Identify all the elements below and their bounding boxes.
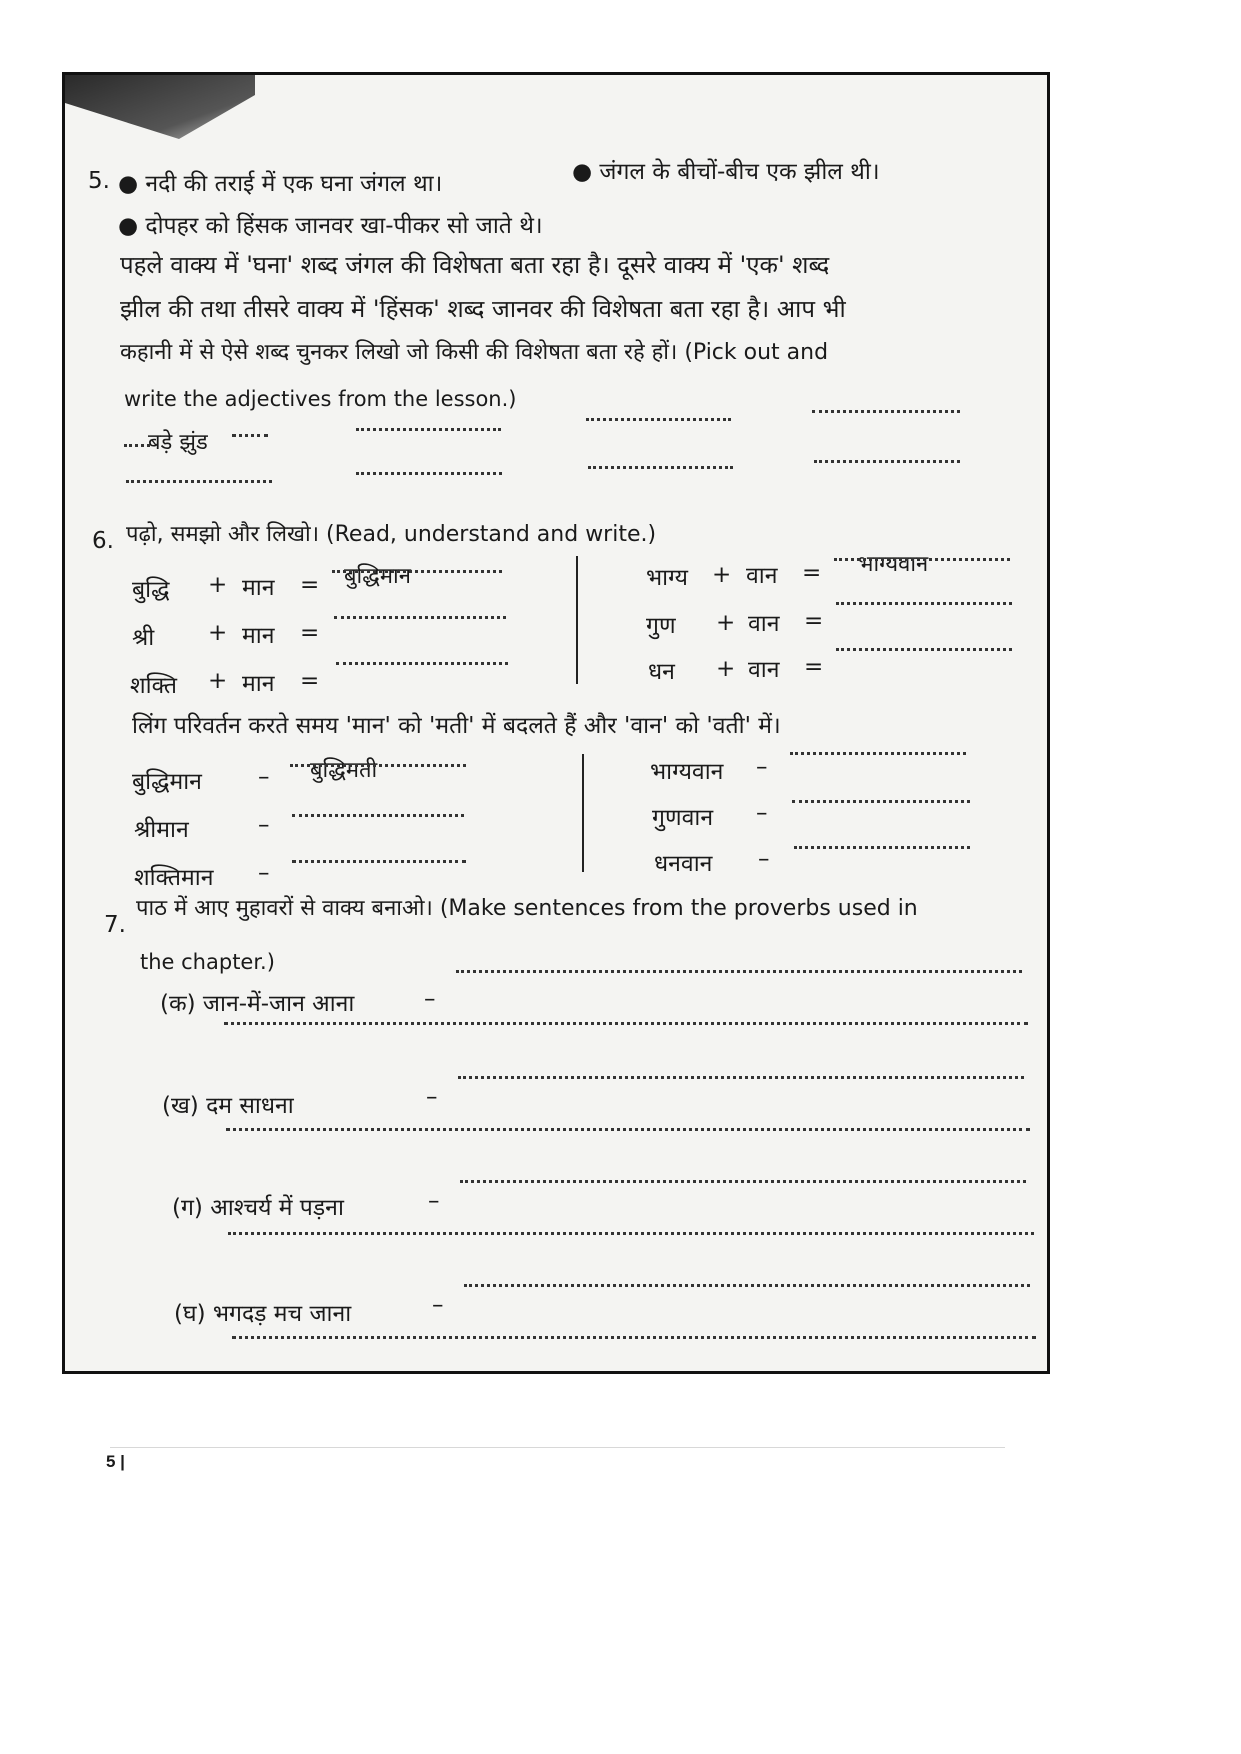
- column-divider: [582, 754, 584, 872]
- answer-blank[interactable]: [332, 570, 502, 573]
- dash: –: [258, 764, 270, 790]
- answer-blank[interactable]: [834, 558, 1010, 561]
- equals-sign: =: [802, 560, 822, 586]
- suffix: वान: [748, 657, 780, 683]
- answer-blank[interactable]: [292, 860, 466, 863]
- suffix: वान: [746, 563, 778, 589]
- answer-blank[interactable]: [586, 418, 731, 421]
- word: श्रीमान: [134, 817, 189, 843]
- sentence-blank[interactable]: [228, 1232, 1034, 1235]
- equals-sign: =: [300, 668, 320, 694]
- word: भाग्य: [646, 565, 688, 591]
- sentence-blank[interactable]: [226, 1128, 1030, 1131]
- word: श्री: [132, 625, 155, 651]
- equals-sign: =: [300, 572, 320, 598]
- plus-sign: +: [208, 572, 228, 598]
- filled-answer: भाग्यवान: [858, 552, 929, 577]
- answer-blank[interactable]: [356, 472, 502, 475]
- equals-sign: =: [804, 654, 824, 680]
- answer-blank[interactable]: [356, 428, 501, 431]
- q5-para-line-2: झील की तथा तीसरे वाक्य में 'हिंसक' शब्द जानवर की विशेषता बता रहा है। आप भी: [120, 295, 846, 323]
- word: भाग्यवान: [650, 759, 724, 785]
- word: धन: [648, 659, 675, 685]
- plus-sign: +: [208, 668, 228, 694]
- word: गुण: [646, 613, 676, 639]
- q5-para-line-3: कहानी में से ऐसे शब्द चुनकर लिखो जो किसी की विशेषता बता रहे हों। (Pick out and: [120, 340, 829, 365]
- answer-blank[interactable]: [836, 602, 1012, 605]
- answer-blank[interactable]: [814, 460, 960, 463]
- q5-para-line-4: write the adjectives from the lesson.): [124, 387, 517, 411]
- answer-blank[interactable]: [794, 846, 970, 849]
- q5-bullet-3: ● दोपहर को हिंसक जानवर खा-पीकर सो जाते थे।: [118, 213, 543, 239]
- answer-blank[interactable]: [588, 466, 733, 469]
- answer-blank[interactable]: [232, 434, 268, 437]
- word: धनवान: [654, 851, 713, 877]
- filled-answer: बुद्धिमती: [310, 758, 378, 783]
- q5-number: 5.: [88, 168, 110, 194]
- filled-answer: बुद्धिमान: [344, 564, 411, 589]
- q6-number: 6.: [92, 528, 114, 554]
- q5-example-answer: बड़े झुंड: [148, 430, 208, 455]
- page-number: 5 |: [106, 1452, 125, 1471]
- q6-heading: पढ़ो, समझो और लिखो। (Read, understand and write.): [126, 522, 657, 547]
- sentence-blank[interactable]: [464, 1284, 1030, 1287]
- word: बुद्धिमान: [132, 769, 202, 795]
- suffix: मान: [242, 623, 275, 649]
- answer-blank[interactable]: [290, 764, 466, 767]
- q5-bullet-2: ● जंगल के बीचों-बीच एक झील थी।: [572, 159, 880, 185]
- answer-blank[interactable]: [790, 752, 966, 755]
- word: गुणवान: [652, 805, 714, 831]
- dash: –: [426, 1084, 438, 1110]
- sentence-blank[interactable]: [224, 1022, 1028, 1025]
- scan-shadow: [65, 75, 255, 155]
- word: शक्ति: [130, 673, 178, 699]
- plus-sign: +: [716, 610, 736, 636]
- answer-blank[interactable]: [336, 662, 508, 665]
- dash: –: [258, 860, 270, 886]
- answer-blank[interactable]: [334, 616, 506, 619]
- sentence-blank[interactable]: [232, 1336, 1036, 1339]
- proverb-label: (ग) आश्चर्य में पड़ना: [172, 1195, 344, 1221]
- sentence-blank[interactable]: [460, 1180, 1026, 1183]
- equals-sign: =: [804, 608, 824, 634]
- q6-note: लिंग परिवर्तन करते समय 'मान' को 'मती' में बदलते हैं और 'वान' को 'वती' में।: [132, 713, 781, 739]
- dash: –: [424, 986, 436, 1012]
- plus-sign: +: [712, 562, 732, 588]
- column-divider: [576, 556, 578, 684]
- dash: –: [756, 754, 768, 780]
- proverb-label: (क) जान-में-जान आना: [160, 991, 355, 1017]
- dash: –: [432, 1292, 444, 1318]
- answer-blank[interactable]: [792, 800, 970, 803]
- q5-bullet-1: ● नदी की तराई में एक घना जंगल था।: [118, 171, 443, 197]
- q7-heading: पाठ में आए मुहावरों से वाक्य बनाओ। (Make sentences from the proverbs used in: [136, 896, 918, 921]
- answer-blank[interactable]: [812, 410, 960, 413]
- proverb-label: (घ) भगदड़ मच जाना: [174, 1301, 352, 1327]
- sentence-blank[interactable]: [456, 970, 1022, 973]
- dash: –: [428, 1188, 440, 1214]
- answer-blank[interactable]: [126, 480, 272, 483]
- proverb-label: (ख) दम साधना: [162, 1093, 294, 1119]
- q7-number: 7.: [104, 912, 126, 938]
- plus-sign: +: [716, 656, 736, 682]
- plus-sign: +: [208, 620, 228, 646]
- suffix: मान: [242, 671, 275, 697]
- equals-sign: =: [300, 620, 320, 646]
- dash: –: [258, 812, 270, 838]
- dash: –: [756, 800, 768, 826]
- answer-blank[interactable]: [292, 814, 464, 817]
- word: शक्तिमान: [134, 865, 214, 891]
- suffix: मान: [242, 575, 275, 601]
- sentence-blank[interactable]: [458, 1076, 1024, 1079]
- q7-heading-2: the chapter.): [140, 950, 275, 974]
- suffix: वान: [748, 611, 780, 637]
- answer-blank[interactable]: [124, 444, 150, 447]
- dash: –: [758, 846, 770, 872]
- word: बुद्धि: [132, 577, 170, 603]
- answer-blank[interactable]: [836, 648, 1012, 651]
- q5-para-line-1: पहले वाक्य में 'घना' शब्द जंगल की विशेषता बता रहा है। दूसरे वाक्य में 'एक' शब्द: [120, 251, 830, 279]
- footer-divider: [110, 1447, 1005, 1448]
